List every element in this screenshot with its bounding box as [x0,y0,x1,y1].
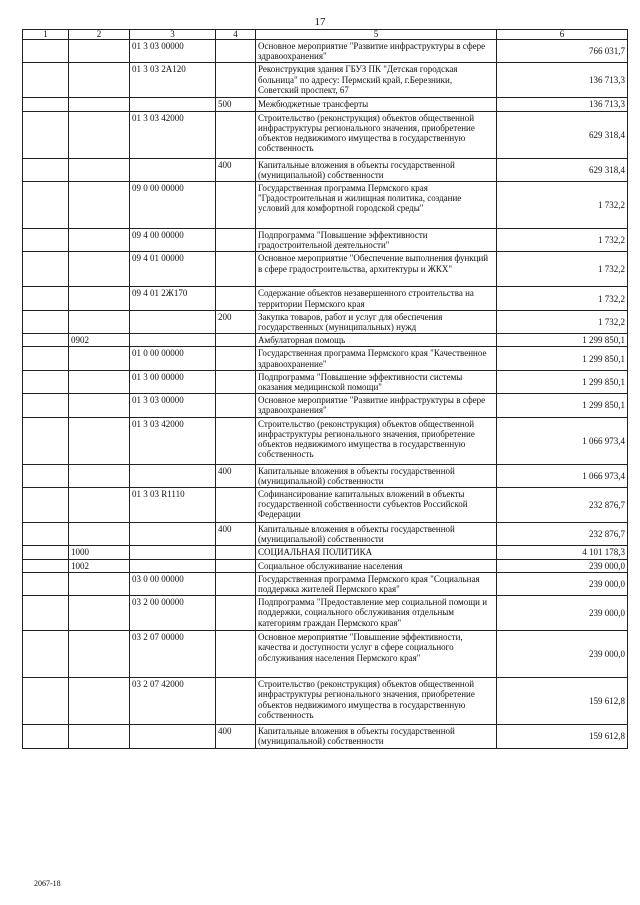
budget-table [22,29,628,749]
description-cell: Строительство (реконструкция) объектов общественной инфраструктуры регионального значения, приобретение объектов недвижимого имущества в государственную собственность [256,111,497,158]
target-code-cell: 01 3 03 00000 [130,394,216,417]
target-code-cell: 09 4 01 00000 [130,252,216,287]
chapter-code-cell [69,158,130,181]
section-cell [23,370,69,393]
description-cell: Капитальные вложения в объекты государственной (муниципальной) собственности [256,725,497,748]
table-header-row [23,30,628,40]
chapter-code-cell [69,678,130,725]
table-row [23,678,628,725]
expense-type-cell [216,252,256,287]
description-cell: Капитальные вложения в объекты государственной (муниципальной) собственности [256,523,497,546]
expense-type-cell [216,572,256,595]
expense-type-cell [216,631,256,678]
amount-cell: 4 101 178,3 [497,546,628,559]
amount-cell: 1 299 850,1 [497,394,628,417]
amount-cell: 1 732,2 [497,229,628,252]
expense-type-cell [216,111,256,158]
amount-cell: 232 876,7 [497,488,628,523]
target-code-cell: 09 0 00 00000 [130,182,216,229]
description-cell: Социальное обслуживание населения [256,559,497,572]
target-code-cell [130,546,216,559]
target-code-cell [130,523,216,546]
expense-type-cell [216,559,256,572]
table-row [23,370,628,393]
table-row [23,182,628,229]
section-cell [23,559,69,572]
amount-cell: 159 612,8 [497,678,628,725]
column-header-5: 5 [256,30,497,40]
expense-type-cell [216,394,256,417]
chapter-code-cell [69,98,130,111]
table-row [23,488,628,523]
table-body [23,40,628,749]
table-row [23,158,628,181]
chapter-code-cell [69,631,130,678]
description-cell: Межбюджетные трансферты [256,98,497,111]
expense-type-cell [216,546,256,559]
section-cell [23,63,69,98]
description-cell: Подпрограмма "Повышение эффективности системы оказания медицинской помощи" [256,370,497,393]
description-cell: Государственная программа Пермского края "Качественное здравоохранение" [256,347,497,370]
expense-type-cell: 500 [216,98,256,111]
chapter-code-cell: 1000 [69,546,130,559]
amount-cell: 1 066 973,4 [497,464,628,487]
chapter-code-cell [69,287,130,310]
document-code: 2067-18 [34,879,61,888]
target-code-cell: 03 2 00 00000 [130,596,216,631]
target-code-cell [130,725,216,748]
table-row [23,40,628,63]
description-cell: Основное мероприятие "Развитие инфраструктуры в сфере здравоохранения" [256,40,497,63]
amount-cell: 239 000,0 [497,596,628,631]
description-cell: Государственная программа Пермского края "Градостроительная и жилищная политика, создание условий для комфортной городской среды" [256,182,497,229]
target-code-cell: 01 3 00 00000 [130,370,216,393]
table-row [23,229,628,252]
expense-type-cell [216,678,256,725]
section-cell [23,394,69,417]
section-cell [23,725,69,748]
chapter-code-cell [69,394,130,417]
table-row [23,334,628,347]
expense-type-cell: 400 [216,523,256,546]
amount-cell: 766 031,7 [497,40,628,63]
amount-cell: 1 299 850,1 [497,334,628,347]
amount-cell: 136 713,3 [497,98,628,111]
amount-cell: 239 000,0 [497,631,628,678]
table-row [23,63,628,98]
section-cell [23,678,69,725]
column-header-1: 1 [23,30,69,40]
expense-type-cell [216,229,256,252]
section-cell [23,523,69,546]
amount-cell: 1 732,2 [497,310,628,333]
target-code-cell [130,310,216,333]
target-code-cell: 01 0 00 00000 [130,347,216,370]
description-cell: Капитальные вложения в объекты государственной (муниципальной) собственности [256,158,497,181]
table-row [23,394,628,417]
target-code-cell [130,464,216,487]
amount-cell: 629 318,4 [497,158,628,181]
expense-type-cell [216,334,256,347]
target-code-cell [130,98,216,111]
section-cell [23,334,69,347]
table-row [23,572,628,595]
page-number: 17 [314,16,326,28]
column-header-3: 3 [130,30,216,40]
column-header-4: 4 [216,30,256,40]
column-header-2: 2 [69,30,130,40]
description-cell: Основное мероприятие "Повышение эффективности, качества и доступности услуг в сфере социального обслуживания населения Пермского края" [256,631,497,678]
amount-cell: 136 713,3 [497,63,628,98]
table-row [23,725,628,748]
expense-type-cell [216,488,256,523]
table-row [23,559,628,572]
description-cell: Подпрограмма "Предоставление мер социальной помощи и поддержки, социального обслуживания отдельным категориям граждан Пермского края" [256,596,497,631]
expense-type-cell [216,347,256,370]
expense-type-cell [216,40,256,63]
target-code-cell: 01 3 03 2А120 [130,63,216,98]
chapter-code-cell: 0902 [69,334,130,347]
table-row [23,310,628,333]
amount-cell: 1 732,2 [497,252,628,287]
section-cell [23,464,69,487]
section-cell [23,417,69,464]
table-row [23,546,628,559]
table-row [23,98,628,111]
section-cell [23,546,69,559]
section-cell [23,347,69,370]
amount-cell: 239 000,0 [497,572,628,595]
description-cell: Капитальные вложения в объекты государственной (муниципальной) собственности [256,464,497,487]
column-header-6: 6 [497,30,628,40]
target-code-cell: 01 3 03 R1110 [130,488,216,523]
chapter-code-cell [69,310,130,333]
table-row [23,464,628,487]
chapter-code-cell [69,572,130,595]
expense-type-cell: 400 [216,725,256,748]
amount-cell: 629 318,4 [497,111,628,158]
amount-cell: 1 066 973,4 [497,417,628,464]
amount-cell: 1 299 850,1 [497,370,628,393]
expense-type-cell [216,182,256,229]
amount-cell: 239 000,0 [497,559,628,572]
expense-type-cell [216,370,256,393]
section-cell [23,488,69,523]
section-cell [23,229,69,252]
expense-type-cell: 400 [216,158,256,181]
target-code-cell: 03 2 07 00000 [130,631,216,678]
target-code-cell [130,334,216,347]
chapter-code-cell [69,523,130,546]
section-cell [23,98,69,111]
amount-cell: 1 299 850,1 [497,347,628,370]
chapter-code-cell [69,488,130,523]
target-code-cell: 03 0 00 00000 [130,572,216,595]
description-cell: Строительство (реконструкция) объектов общественной инфраструктуры регионального значения, приобретение объектов недвижимого имущества в государственную собственность [256,678,497,725]
chapter-code-cell [69,40,130,63]
expense-type-cell: 200 [216,310,256,333]
chapter-code-cell [69,725,130,748]
description-cell: Реконструкция здания ГБУЗ ПК "Детская городская больница" по адресу: Пермский край, г.Березники, Советский проспект, 67 [256,63,497,98]
table-row [23,347,628,370]
description-cell: Закупка товаров, работ и услуг для обеспечения государственных (муниципальных) нужд [256,310,497,333]
section-cell [23,596,69,631]
chapter-code-cell [69,417,130,464]
chapter-code-cell [69,370,130,393]
description-cell: Государственная программа Пермского края "Социальная поддержка жителей Пермского края" [256,572,497,595]
table-row [23,596,628,631]
amount-cell: 232 876,7 [497,523,628,546]
expense-type-cell [216,417,256,464]
target-code-cell: 01 3 03 00000 [130,40,216,63]
chapter-code-cell [69,596,130,631]
section-cell [23,631,69,678]
target-code-cell [130,559,216,572]
section-cell [23,572,69,595]
description-cell: СОЦИАЛЬНАЯ ПОЛИТИКА [256,546,497,559]
target-code-cell: 09 4 01 2Ж170 [130,287,216,310]
amount-cell: 159 612,8 [497,725,628,748]
chapter-code-cell [69,347,130,370]
expense-type-cell: 400 [216,464,256,487]
description-cell: Софинансирование капитальных вложений в объекты государственной собственности субъектов Российской Федерации [256,488,497,523]
amount-cell: 1 732,2 [497,182,628,229]
table-row [23,523,628,546]
section-cell [23,182,69,229]
expense-type-cell [216,596,256,631]
description-cell: Основное мероприятие "Обеспечение выполнения функций в сфере градостроительства, архитектуры и ЖКХ" [256,252,497,287]
chapter-code-cell [69,229,130,252]
section-cell [23,252,69,287]
table-row [23,111,628,158]
chapter-code-cell [69,252,130,287]
expense-type-cell [216,287,256,310]
table-row [23,252,628,287]
target-code-cell: 09 4 00 00000 [130,229,216,252]
table-row [23,287,628,310]
section-cell [23,158,69,181]
chapter-code-cell [69,464,130,487]
expense-type-cell [216,63,256,98]
description-cell: Основное мероприятие "Развитие инфраструктуры в сфере здравоохранения" [256,394,497,417]
description-cell: Подпрограмма "Повышение эффективности градостроительной деятельности" [256,229,497,252]
target-code-cell: 03 2 07 42000 [130,678,216,725]
section-cell [23,40,69,63]
table-row [23,631,628,678]
chapter-code-cell [69,63,130,98]
description-cell: Строительство (реконструкция) объектов общественной инфраструктуры регионального значения, приобретение объектов недвижимого имущества в государственную собственность [256,417,497,464]
target-code-cell: 01 3 03 42000 [130,111,216,158]
target-code-cell [130,158,216,181]
section-cell [23,310,69,333]
target-code-cell: 01 3 03 42000 [130,417,216,464]
chapter-code-cell [69,111,130,158]
table-row [23,417,628,464]
section-cell [23,287,69,310]
amount-cell: 1 732,2 [497,287,628,310]
description-cell: Содержание объектов незавершенного строительства на территории Пермского края [256,287,497,310]
chapter-code-cell: 1002 [69,559,130,572]
section-cell [23,111,69,158]
chapter-code-cell [69,182,130,229]
description-cell: Амбулаторная помощь [256,334,497,347]
